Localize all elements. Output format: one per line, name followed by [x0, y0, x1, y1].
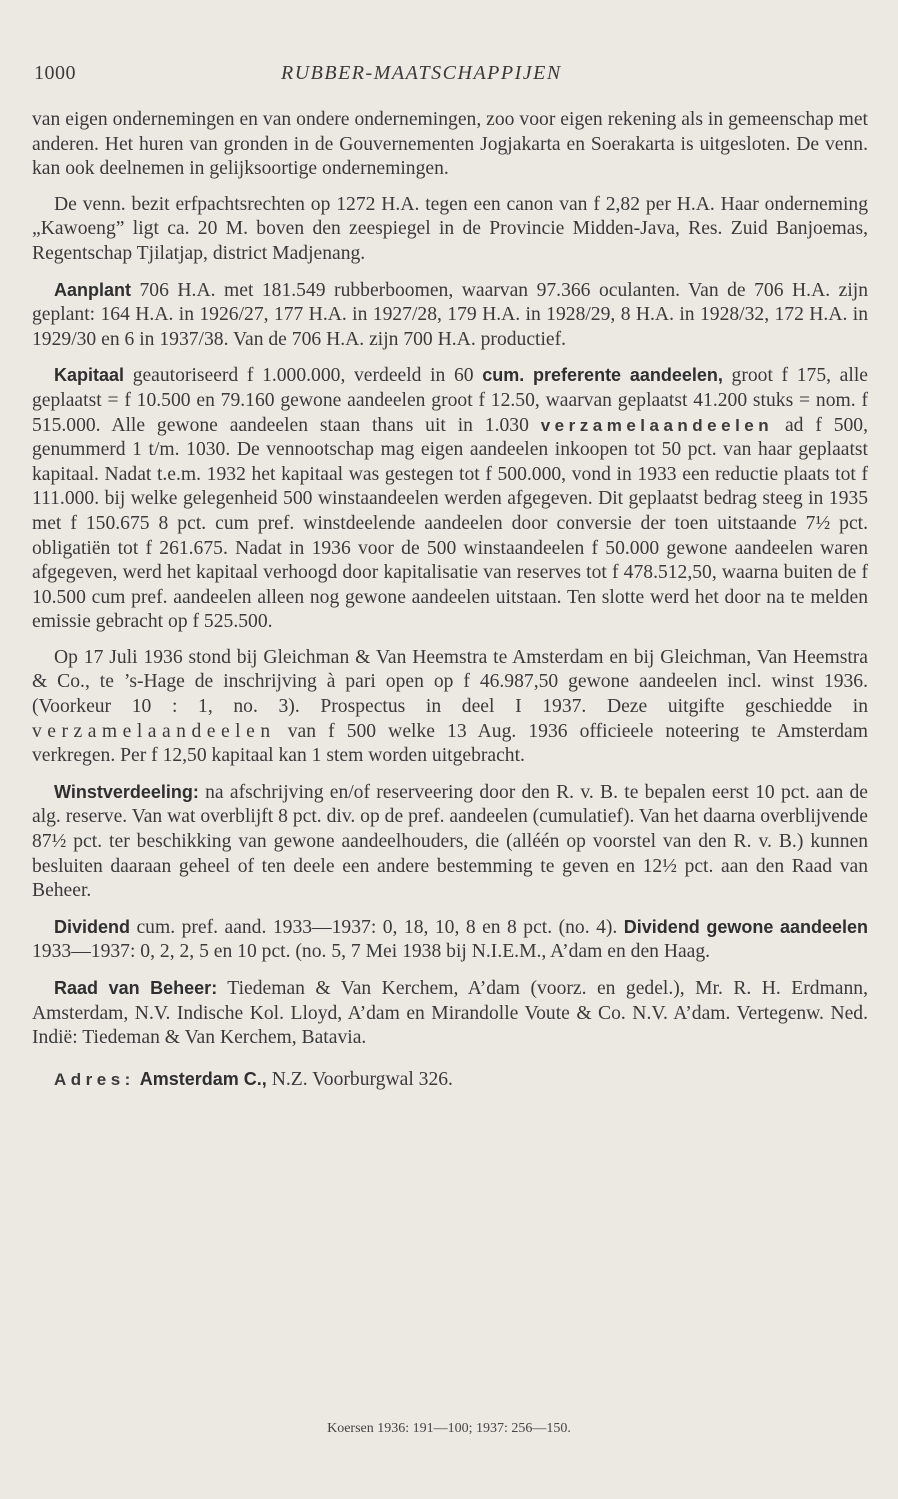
paragraph-purpose — [32, 108, 868, 182]
footnote-koersen: Koersen 1936: 191—100; 1937: 256—150. — [327, 1421, 571, 1436]
paragraph-emissie — [32, 646, 868, 769]
address-street: N.Z. Voorburgwal 326. — [266, 1068, 453, 1090]
section-label-adres: Adres: — [54, 1069, 135, 1089]
paragraph-text: na afschrijving en/of reserveering door den R. v. B. te bepalen eerst 10 pct. aan de alg. reserve. Van wat overblijft 8 pct. div. op de pref. aandeelen (cumulatief). Van het daarna overblijvende 87½ pct. ter beschikking van gewone aandeelhouders, die (alléén op voorstel van den R. v. B.) kunnen besluiten daaraan geheel of ten deele een andere bestemming te geven en 12½ pct. aan den Raad van Beheer. — [32, 781, 868, 902]
page-header — [34, 62, 864, 90]
paragraph-text: geautoriseerd f 1.000.000, verdeeld in 60 — [124, 365, 483, 387]
section-label-dividend: Dividend — [54, 916, 131, 937]
paragraph-text: De venn. bezit erfpachtsrechten op 1272 H.A. tegen een canon van f 2,82 per H.A. Haar onderneming „Kawoeng” ligt ca. 20 M. boven den zeespiegel in de Provincie Midden-Java, Res. Zuid Banjoemas, Regentschap Tjilatjap, district Madjenang. — [32, 193, 868, 264]
emphasis-verzamelaandeelen: verzamelaandeelen — [540, 415, 774, 435]
paragraph-adres — [32, 1067, 868, 1093]
paragraph-text: Tiedeman & Van Kerchem, A’dam (voorz. en gedel.), Mr. R. H. Erdmann, Amsterdam, N.V. Indische Kol. Lloyd, A’dam en Mirandolle Voute & Co. N.V. A’dam. Vertegenw. Ned. Indië: Tiedeman & Van Kerchem, Batavia. — [32, 978, 868, 1049]
paragraph-winstverdeeling — [32, 780, 868, 904]
section-label-kapitaal: Kapitaal — [54, 365, 125, 386]
paragraph-text: groot f 175, alle geplaatst = f 10.500 en 79.160 gewone aandeelen groot f 12.50, waarvan geplaatst 41.200 stuks = nom. f 515.000. Alle gewone aandeelen staan thans uit in 1.030 — [32, 365, 868, 436]
address-city: Amsterdam C., — [139, 1068, 267, 1089]
section-label-dividend-gewone: Dividend gewone aandeelen — [623, 916, 868, 937]
paragraph-text: Op 17 Juli 1936 stond bij Gleichman & Van Heemstra te Amsterdam en bij Gleichman, Van Heemstra & Co., te ’s-Hage de inschrijving à pari open op f 46.987,50 gewone aandeelen incl. winst 1936. (Voorkeur 10 : 1, no. 3). Prospectus in deel I 1937. Deze uitgifte geschiedde in — [32, 646, 868, 718]
section-label-winstverdeeling: Winstverdeeling: — [54, 781, 199, 802]
section-label-aanplant: Aanplant — [54, 279, 132, 300]
paragraph-kapitaal — [32, 363, 868, 635]
running-title: RUBBER-MAATSCHAPPIJEN — [281, 62, 562, 84]
paragraph-dividend — [32, 915, 868, 965]
paragraph-text: 1933—1937: 0, 2, 2, 5 en 10 pct. (no. 5, 7 Mei 1938 bij N.I.E.M., A’dam en den Haag. — [32, 941, 711, 963]
paragraph-text: van f 500 welke 13 Aug. 1936 officieele noteering te Amsterdam verkregen. Per f 12,50 kapitaal kan 1 stem worden uitgebracht. — [32, 720, 868, 767]
paragraph-text: cum. pref. aand. 1933—1937: 0, 18, 10, 8 en 8 pct. (no. 4). — [130, 916, 624, 938]
page-number: 1000 — [34, 62, 76, 84]
paragraph-aanplant — [32, 278, 868, 353]
section-label-raad-van-beheer: Raad van Beheer: — [54, 978, 218, 998]
paragraph-erfpacht — [32, 193, 868, 267]
body-text — [32, 108, 868, 1092]
paragraph-text: 706 H.A. met 181.549 rubberboomen, waarvan 97.366 oculanten. Van de 706 H.A. zijn geplant: 164 H.A. in 1926/27, 177 H.A. in 1927/28, 179 H.A. in 1928/29, 8 H.A. in 1928/32, 172 H.A. in 1929/30 en 6 in 1937/38. Van de 706 H.A. zijn 700 H.A. productief. — [32, 279, 868, 350]
spaced-verzamelaandeelen: verzamelaandeelen — [32, 720, 276, 742]
paragraph-text: ad f 500, genummerd 1 t/m. 1030. De vennootschap mag eigen aandeelen inkoopen tot 50 pct. van haar geplaatst kapitaal. Nadat t.e.m. 1932 het kapitaal was gestegen tot f 500.000, vond in 1933 een reductie plaats tot f 111.000. bij welke gelegenheid 500 winstaandeelen werden afgegeven. Dit geplaatst bedrag steeg in 1935 met f 150.675 8 pct. cum pref. winstdeelende aandeelen door conversie der toen uitstaande 7½ pct. obligatiën tot f 261.675. Nadat in 1936 voor de 500 winstaandeelen f 50.000 gewone aandeelen waren afgegeven, werd het kapitaal verhoogd door kapitalisatie van reserves tot f 478.512,50, waarna buiten de f 10.500 cum pref. aandeelen alleen nog gewone aandeelen uitstaan. Ten slotte werd het door na te melden emissie gebracht op f 525.500. — [32, 414, 868, 633]
paragraph-text: van eigen ondernemingen en van ondere ondernemingen, zoo voor eigen rekening als in gemeenschap met anderen. Het huren van gronden in de Gouvernementen Jogjakarta en Soerakarta is uitgesloten. De venn. kan ook deelnemen in gelijksoortige ondernemingen. — [32, 109, 868, 180]
emphasis-preferente: cum. preferente aandeelen, — [482, 365, 723, 386]
paragraph-raad-van-beheer — [32, 976, 868, 1051]
